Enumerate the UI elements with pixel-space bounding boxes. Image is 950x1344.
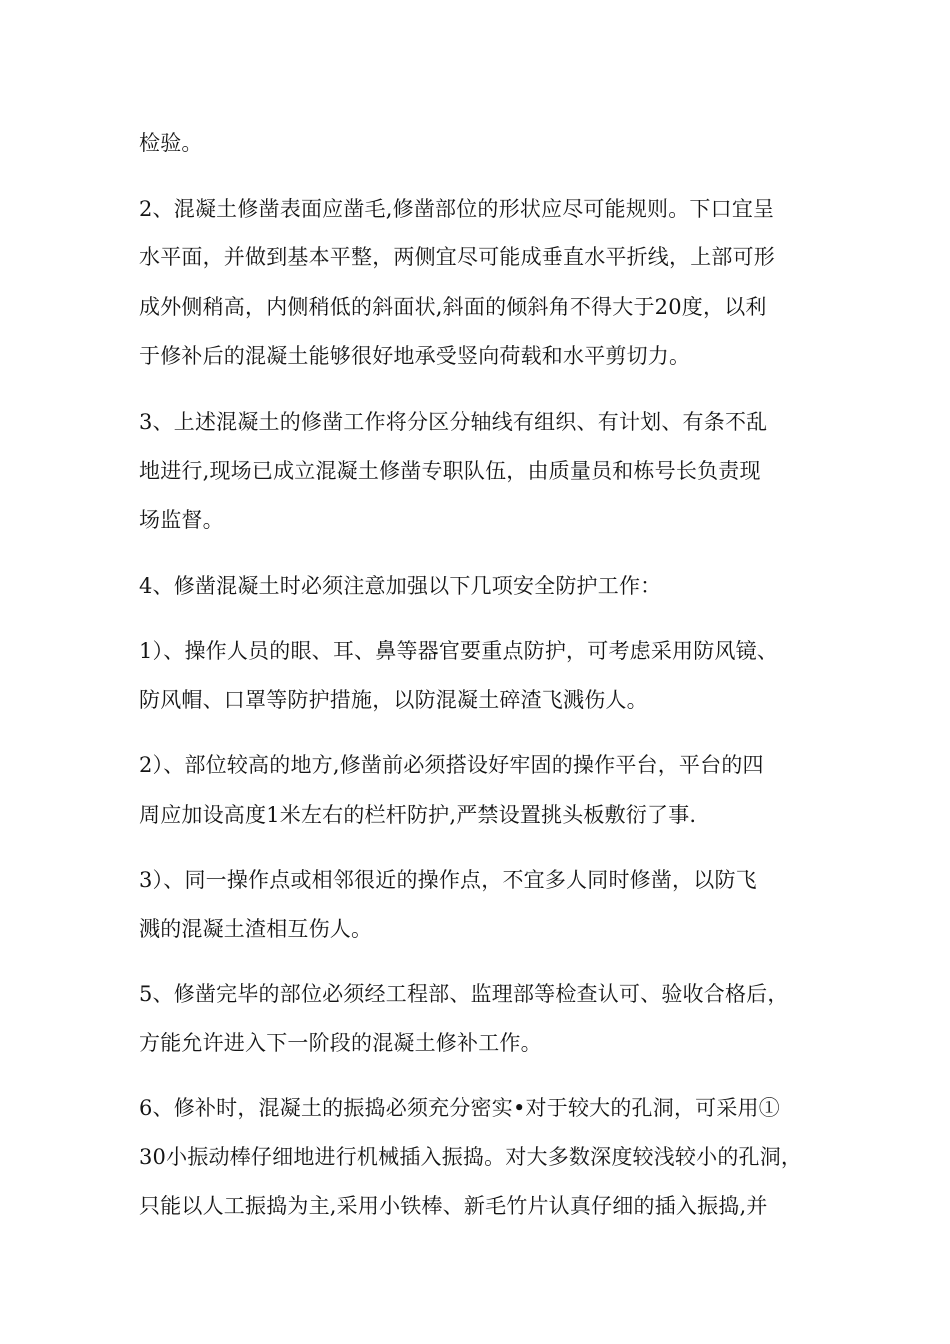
text-line: 4、修凿混凝土时必须注意加强以下几项安全防护工作： [139,574,662,598]
text-line: 只能以人工振捣为主,采用小铁棒、新毛竹片认真仔细的插入振捣,并 [139,1194,768,1218]
text-line: 3）、同一操作点或相邻很近的操作点，不宜多人同时修凿，以防飞 [139,868,757,892]
text-line: 成外侧稍高，内侧稍低的斜面状,斜面的倾斜角不得大于20度，以利 [139,295,767,319]
text-line: 场监督。 [139,508,224,532]
text-line: 方能允许进入下一阶段的混凝土修补工作。 [139,1031,542,1055]
text-line: 防风帽、口罩等防护措施，以防混凝土碎渣飞溅伤人。 [139,688,648,712]
text-line: 水平面，并做到基本平整，两侧宜尽可能成垂直水平折线，上部可形 [139,245,775,269]
text-line: 3、上述混凝土的修凿工作将分区分轴线有组织、有计划、有条不乱 [139,410,768,434]
text-line: 周应加设高度1米左右的栏杆防护,严禁设置挑头板敷衍了事. [139,803,697,827]
text-line: 2）、部位较高的地方,修凿前必须搭设好牢固的操作平台，平台的四 [139,753,764,777]
text-line: 1）、操作人员的眼、耳、鼻等器官要重点防护，可考虑采用防风镜、 [139,639,779,663]
text-line: 30小振动棒仔细地进行机械插入振捣。对大多数深度较浅较小的孔洞， [139,1145,803,1169]
text-line: 溅的混凝土渣相互伤人。 [139,917,373,941]
text-line: 5、修凿完毕的部位必须经工程部、监理部等检查认可、验收合格后， [139,982,789,1006]
text-line: 6、修补时，混凝土的振捣必须充分密实•对于较大的孔洞，可采用① [139,1096,780,1120]
text-line: 于修补后的混凝土能够很好地承受竖向荷载和水平剪切力。 [139,344,691,368]
text-line: 检验。 [139,131,203,155]
text-line: 2、混凝土修凿表面应凿毛,修凿部位的形状应尽可能规则。下口宜呈 [139,197,775,221]
text-line: 地进行,现场已成立混凝土修凿专职队伍，由质量员和栋号长负责现 [139,459,761,483]
